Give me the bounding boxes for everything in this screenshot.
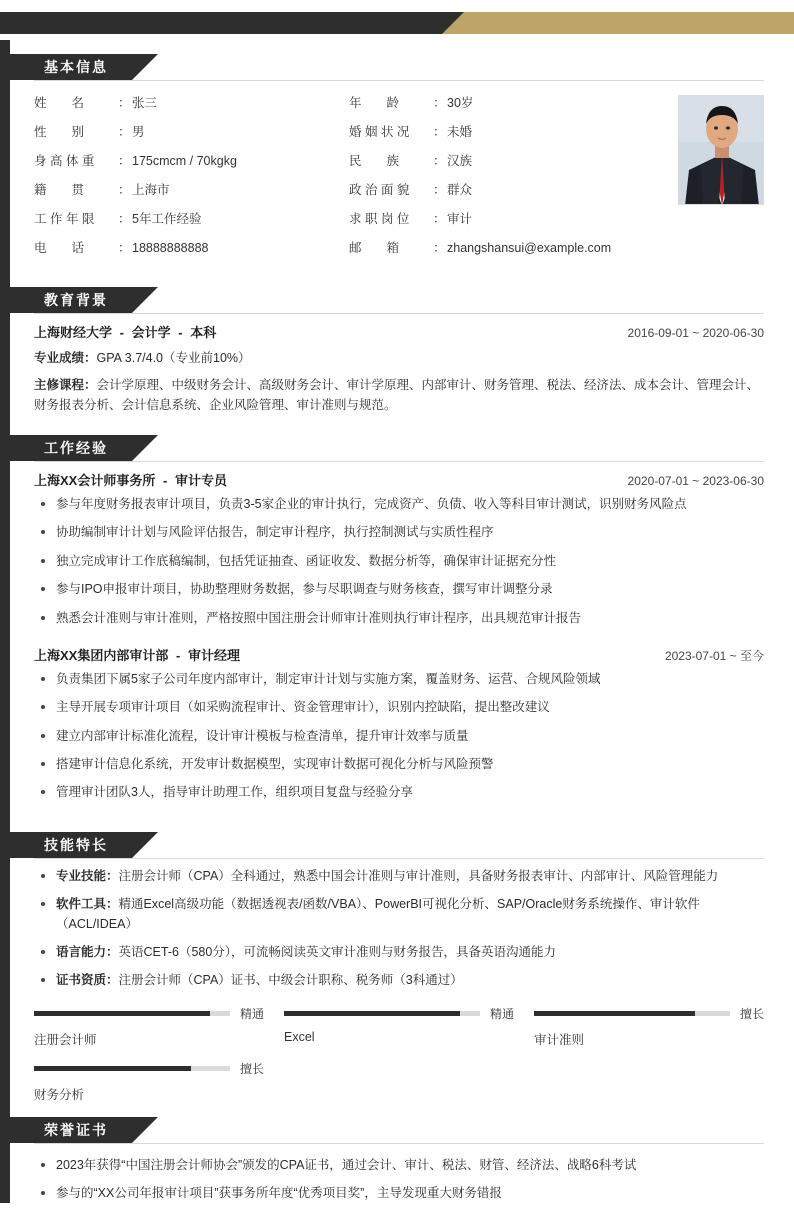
skill-value: 精通Excel高级功能（数据透视表/函数/VBA）、PowerBI可视化分析、SAP/Oracle财务系统操作、审计软件（ACL/IDEA） — [56, 897, 700, 931]
section-work-experience — [34, 435, 764, 818]
info-value: 5年工作经验 — [132, 212, 202, 226]
info-colon: ： — [433, 183, 446, 197]
section-title-basic: 基本信息 — [44, 59, 108, 75]
basic-info-column-right — [349, 93, 664, 267]
work-date: 2020-07-01 ~ 2023-06-30 — [627, 474, 764, 488]
title-separator: - — [119, 325, 124, 340]
info-row — [349, 238, 664, 256]
info-value: 张三 — [132, 96, 158, 110]
info-row — [349, 122, 664, 140]
education-entry-head — [34, 322, 764, 341]
info-row — [349, 151, 664, 169]
skill-value: 英语CET-6（580分），可流畅阅读英文审计准则与财务报告，具备英语沟通能力 — [118, 944, 557, 959]
info-label: 性 别 — [34, 125, 85, 139]
list-item: 主导开展专项审计项目（如采购流程审计、资金管理审计），识别内控缺陷，提出整改建议 — [34, 698, 764, 717]
info-row — [349, 180, 664, 198]
info-row — [34, 151, 349, 169]
info-colon: ： — [118, 154, 131, 168]
education-gpa-value: GPA 3.7/4.0（专业前10%） — [96, 351, 251, 365]
info-colon: ： — [118, 183, 131, 197]
section-education — [34, 287, 764, 421]
info-label: 姓 名 — [34, 96, 85, 110]
section-header-education — [0, 287, 764, 313]
education-courses — [34, 375, 764, 415]
info-colon: ： — [118, 125, 131, 139]
info-label: 身 高 体 重 — [34, 154, 95, 168]
info-value: 审计 — [447, 212, 473, 226]
avatar — [678, 95, 764, 205]
skill-bar — [34, 1005, 264, 1048]
work-entry — [34, 637, 764, 803]
info-label: 婚 姻 状 况 — [349, 125, 410, 139]
skill-bar — [534, 1005, 764, 1048]
skill-label: 软件工具： — [56, 897, 119, 912]
skill-bar-track — [534, 1011, 730, 1016]
section-title-honors: 荣誉证书 — [44, 1121, 108, 1138]
info-label: 年 龄 — [349, 96, 400, 110]
work-role: 审计经理 — [187, 647, 240, 663]
skill-bar-track — [34, 1066, 230, 1071]
skill-bar-level: 擅长 — [239, 1061, 264, 1076]
work-bullet-list — [34, 495, 764, 628]
honors-bullet-list — [34, 1156, 764, 1204]
list-item — [34, 943, 764, 962]
section-divider — [34, 1143, 764, 1144]
info-value: zhangshansui@example.com — [447, 241, 612, 255]
skill-label: 证书资质： — [56, 973, 119, 988]
list-item: 建立内部审计标准化流程，设计审计模板与检查清单，提升审计效率与质量 — [34, 727, 764, 746]
info-row — [349, 93, 664, 111]
skill-bar-fill — [534, 1011, 695, 1016]
skill-value: 注册会计师（CPA）全科通过，熟悉中国会计准则与审计准则，具备财务报表审计、内部审计、风险管理能力 — [118, 868, 719, 883]
info-label: 求 职 岗 位 — [349, 212, 410, 226]
info-colon: ： — [118, 212, 131, 226]
section-basic-info — [34, 54, 764, 273]
education-gpa-label: 专业成绩： — [34, 351, 97, 365]
skill-bar-level: 精通 — [489, 1006, 514, 1021]
spacer — [34, 415, 764, 421]
education-title — [34, 322, 216, 341]
work-role: 审计专员 — [174, 473, 227, 488]
skill-bar-top — [34, 1005, 264, 1022]
skill-bar-fill — [284, 1011, 460, 1016]
skill-bar-top — [284, 1005, 514, 1022]
skill-bar-level: 精通 — [239, 1006, 264, 1021]
portrait-photo-icon — [679, 96, 764, 205]
title-separator: - — [175, 647, 181, 663]
info-value: 上海市 — [132, 183, 170, 197]
basic-info-columns — [34, 93, 664, 267]
info-label: 民 族 — [349, 154, 400, 168]
list-item: 独立完成审计工作底稿编制，包括凭证抽查、函证收发、数据分析等，确保审计证据充分性 — [34, 552, 764, 571]
education-entry — [34, 314, 764, 415]
list-item: 搭建审计信息化系统，开发审计数据模型，实现审计数据可视化分析与风险预警 — [34, 755, 764, 774]
skill-bar-placeholder — [284, 1060, 514, 1103]
section-header-basic — [0, 54, 764, 80]
info-value: 175cmcm / 70kgkg — [132, 154, 237, 168]
section-title-skills: 技能特长 — [44, 836, 108, 853]
work-bullet-list — [34, 670, 764, 803]
skill-bar-level: 擅长 — [739, 1006, 764, 1021]
title-separator: - — [178, 325, 183, 340]
resume-page — [0, 54, 794, 1203]
education-major: 会计学 — [131, 325, 171, 340]
list-item: 熟悉会计准则与审计准则，严格按照中国注册会计师审计准则执行审计程序，出具规范审计报告 — [34, 609, 764, 628]
basic-info-column-left — [34, 93, 349, 267]
list-item: 参与年度财务报表审计项目，负责3-5家企业的审计执行，完成资产、负债、收入等科目审计测试，识别财务风险点 — [34, 495, 764, 514]
work-entry — [34, 462, 764, 628]
skill-bar-top — [534, 1005, 764, 1022]
education-degree: 本科 — [190, 325, 217, 340]
skill-bar-fill — [34, 1011, 210, 1016]
info-colon: ： — [433, 96, 446, 110]
section-title-education: 教育背景 — [44, 292, 108, 308]
skill-bar — [284, 1005, 514, 1048]
skill-bar-name: 注册会计师 — [34, 1032, 97, 1047]
section-header-skills — [0, 832, 764, 858]
list-item: 参与的“XX公司年报审计项目”获事务所年度“优秀项目奖”，主导发现重大财务错报 — [34, 1184, 764, 1203]
info-row — [34, 93, 349, 111]
info-colon: ： — [118, 96, 131, 110]
info-row — [34, 238, 349, 256]
info-row — [34, 180, 349, 198]
header-bar-gold — [464, 12, 794, 34]
skill-bar-track — [284, 1011, 480, 1016]
list-item: 管理审计团队3人，指导审计助理工作，组织项目复盘与经验分享 — [34, 783, 764, 802]
info-value: 群众 — [447, 183, 473, 197]
skill-bar-track — [34, 1011, 230, 1016]
skills-bullet-list — [34, 867, 764, 991]
skills-body — [34, 859, 764, 1103]
info-row — [349, 209, 664, 227]
education-school: 上海财经大学 — [34, 325, 113, 340]
skill-bars-row — [34, 1060, 764, 1103]
education-date: 2016-09-01 ~ 2020-06-30 — [627, 326, 764, 340]
skill-bar-name: 财务分析 — [34, 1087, 85, 1102]
info-value: 18888888888 — [132, 241, 209, 255]
info-label: 工 作 年 限 — [34, 212, 95, 226]
list-item: 负责集团下属5家子公司年度内部审计，制定审计计划与实施方案，覆盖财务、运营、合规风险领域 — [34, 670, 764, 689]
header-decoration — [0, 0, 794, 40]
skill-value: 注册会计师（CPA）证书、中级会计职称、税务师（3科通过） — [118, 973, 463, 988]
info-colon: ： — [118, 241, 131, 255]
info-colon: ： — [433, 212, 446, 226]
info-colon: ： — [433, 154, 446, 168]
info-value: 汉族 — [447, 154, 473, 168]
work-title — [34, 645, 240, 664]
skill-bar-placeholder — [534, 1060, 764, 1103]
basic-info-body — [34, 81, 764, 273]
work-company: 上海XX集团内部审计部 — [34, 647, 169, 663]
skill-bar-top — [34, 1060, 264, 1077]
skill-bar-name: 审计准则 — [534, 1032, 585, 1047]
skill-bar-fill — [34, 1066, 191, 1071]
work-date: 2023-07-01 ~ 至今 — [664, 648, 764, 663]
list-item: 协助编制审计计划与风险评估报告，制定审计程序，执行控制测试与实质性程序 — [34, 523, 764, 542]
info-colon: ： — [433, 125, 446, 139]
info-label: 政 治 面 貌 — [349, 183, 410, 197]
skill-label: 专业技能： — [56, 868, 119, 883]
spacer — [34, 812, 764, 818]
education-courses-label: 主修课程： — [34, 378, 97, 392]
list-item — [34, 867, 764, 886]
section-header-work — [0, 435, 764, 461]
info-row — [34, 122, 349, 140]
skill-bars-row — [34, 1005, 764, 1048]
info-value: 未婚 — [447, 125, 473, 139]
section-title-work: 工作经验 — [44, 440, 108, 456]
info-label: 电 话 — [34, 241, 85, 255]
work-title — [34, 470, 227, 489]
education-gpa — [34, 348, 764, 368]
info-row — [34, 209, 349, 227]
skill-label: 语言能力： — [56, 944, 119, 959]
info-colon: ： — [433, 241, 446, 255]
info-value: 男 — [132, 125, 145, 139]
info-label: 籍 贯 — [34, 183, 85, 197]
section-skills — [34, 832, 764, 1103]
work-entry-head — [34, 645, 764, 664]
section-header-honors — [0, 1117, 764, 1143]
list-item: 2023年获得“中国注册会计师协会”颁发的CPA证书，通过会计、审计、税法、财管、经济法、战略6科考试 — [34, 1156, 764, 1175]
list-item — [34, 971, 764, 990]
skill-bar-name: Excel — [284, 1029, 315, 1044]
info-label: 邮 箱 — [349, 241, 400, 255]
title-separator: - — [162, 473, 168, 488]
info-value: 30岁 — [447, 96, 474, 110]
list-item: 参与IPO申报审计项目，协助整理财务数据，参与尽职调查与财务核查，撰写审计调整分录 — [34, 580, 764, 599]
section-honors — [34, 1117, 764, 1204]
education-courses-value: 会计学原理、中级财务会计、高级财务会计、审计学原理、内部审计、财务管理、税法、经济法、成本会计、管理会计、财务报表分析、会计信息系统、企业风险管理、审计准则与规范。 — [34, 378, 760, 412]
skill-bar — [34, 1060, 264, 1103]
work-entry-head — [34, 470, 764, 489]
work-company: 上海XX会计师事务所 — [34, 473, 156, 488]
list-item — [34, 895, 764, 934]
